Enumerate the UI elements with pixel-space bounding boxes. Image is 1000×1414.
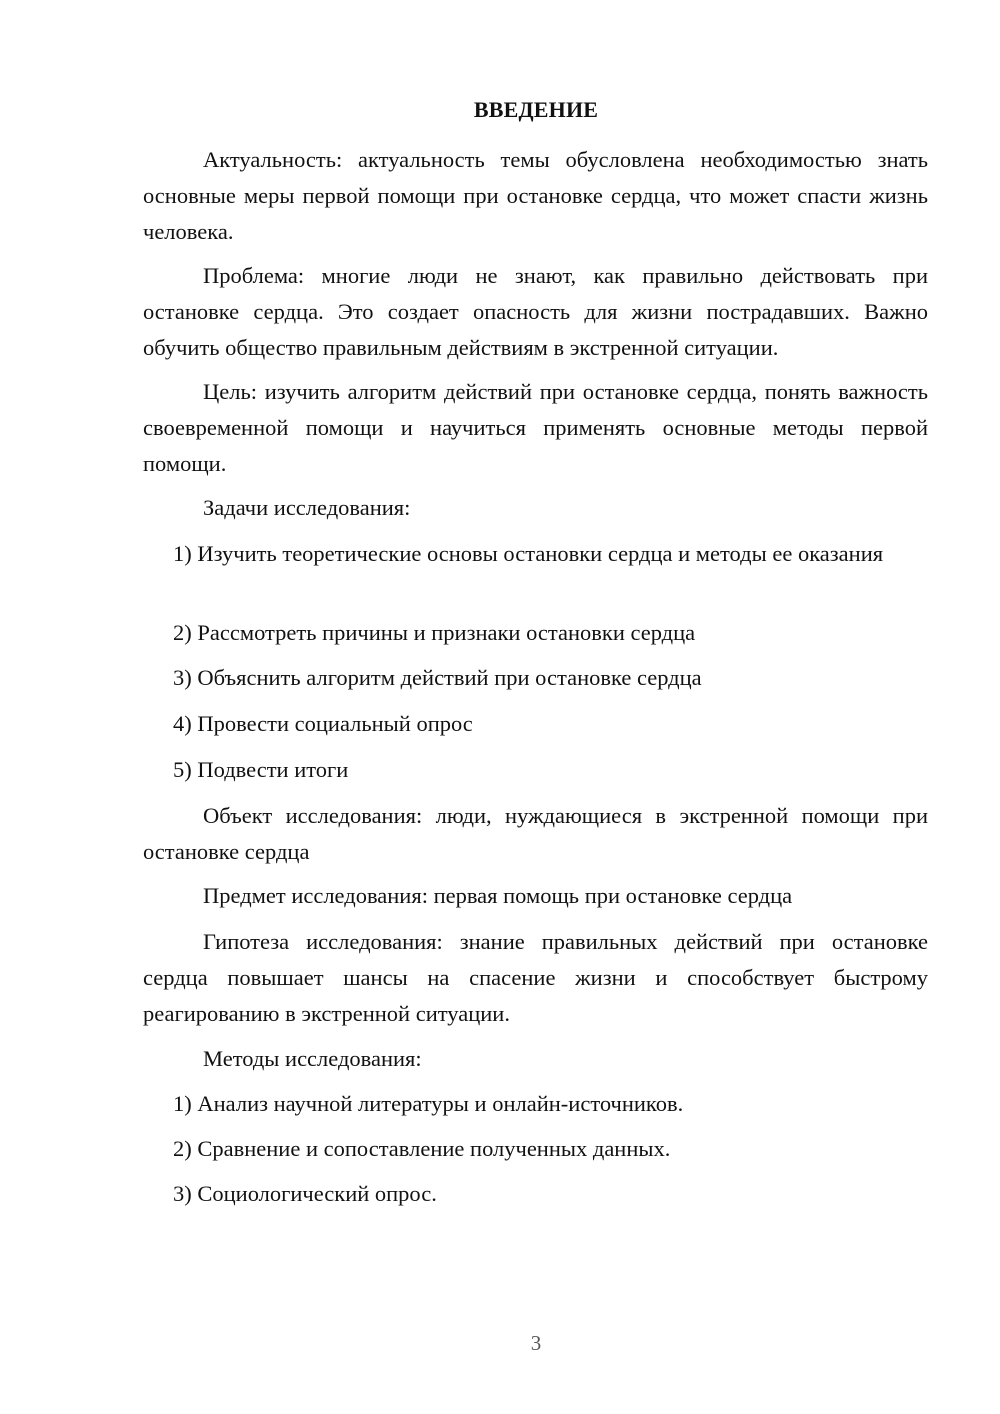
problem-paragraph: Проблема: многие люди не знают, как правильно действовать при остановке сердца. Это создает опасность для жизни пострадавших. Важно обучить общество правильным действиям в экстренной ситуации.: [143, 263, 928, 360]
methods-heading: Методы исследования:: [203, 1046, 422, 1071]
goal-paragraph: Цель: изучить алгоритм действий при остановке сердца, понять важность своевременной помощи и научиться применять основные методы первой помощи.: [143, 379, 928, 476]
task-item: 1) Изучить теоретические основы остановки сердца и методы ее оказания: [173, 541, 884, 566]
task-item: 2) Рассмотреть причины и признаки остановки сердца: [173, 620, 696, 645]
task-item: 3) Объяснить алгоритм действий при остановке сердца: [173, 665, 702, 690]
method-item: 3) Социологический опрос.: [173, 1181, 437, 1206]
method-item: 1) Анализ научной литературы и онлайн-источников.: [173, 1091, 684, 1116]
object-paragraph: Объект исследования: люди, нуждающиеся в экстренной помощи при остановке сердца: [143, 803, 928, 864]
page-number: 3: [530, 1331, 542, 1355]
task-item: 5) Подвести итоги: [173, 757, 349, 782]
tasks-heading: Задачи исследования:: [203, 495, 411, 520]
hypothesis-paragraph: Гипотеза исследования: знание правильных действий при остановке сердца повышает шансы на спасение жизни и способствует быстрому реагированию в экстренной ситуации.: [143, 929, 928, 1026]
relevance-paragraph: Актуальность: актуальность темы обусловлена необходимостью знать основные меры первой помощи при остановке сердца, что может спасти жизнь человека.: [143, 147, 928, 244]
method-item: 2) Сравнение и сопоставление полученных данных.: [173, 1136, 671, 1161]
page-title: ВВЕДЕНИЕ: [473, 97, 599, 122]
subject-paragraph: Предмет исследования: первая помощь при остановке сердца: [203, 883, 793, 908]
task-item: 4) Провести социальный опрос: [173, 711, 473, 736]
